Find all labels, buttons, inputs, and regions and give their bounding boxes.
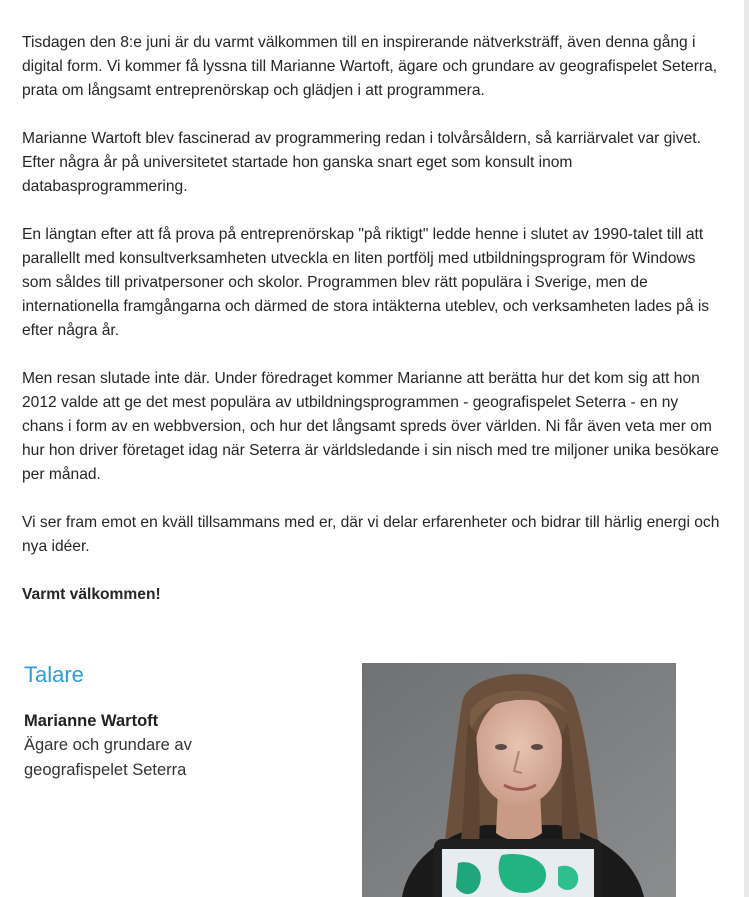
speaker-photo (362, 663, 676, 897)
speaker-section (24, 660, 324, 783)
paragraph-background: Marianne Wartoft blev fascinerad av programmering redan i tolvårsåldern, så karriärvalet var givet. Efter några år på universitetet startade hon ganska snart eget som konsult inom databasprogrammering. (22, 130, 701, 195)
event-description (22, 31, 722, 631)
paragraph-intro: Tisdagen den 8:e juni är du varmt välkommen till en inspirerande nätverksträff, även denna gång i digital form. Vi kommer få lyssna till Marianne Wartoft, ägare och grundare av geografispelet Seterra, prata om långsamt entreprenörskap och glädjen i att programmera. (22, 34, 718, 99)
paragraph-invitation: Vi ser fram emot en kväll tillsammans med er, där vi delar erfarenheter och bidrar till härlig energi och nya idéer. (22, 514, 720, 555)
scrollbar[interactable] (744, 0, 749, 897)
speaker-name: Marianne Wartoft (24, 712, 159, 730)
speaker-heading: Talare (24, 662, 84, 687)
closing-greeting: Varmt välkommen! (22, 586, 161, 603)
paragraph-seterra: Men resan slutade inte där. Under föredraget kommer Marianne att berätta hur det kom sig att hon 2012 valde att ge det mest populära av utbildningsprogrammen - geografispelet Seterra - en ny chans i form av en webbversion, och hur det långsamt spreds över världen. Ni får även veta mer om hur hon driver företaget idag när Seterra är världsledande i sin nisch med tre miljoner unika besökare per månad. (22, 370, 719, 483)
paragraph-entrepreneurship: En längtan efter att få prova på entreprenörskap "på riktigt" ledde henne i slutet av 1990-talet till att parallellt med konsultverksamheten utveckla en liten portfölj med utbildningsprogram för Windows som såldes till privatpersoner och skolor. Programmen blev rätt populära i Sverige, men de internationella framgångarna och därmed de stora intäkterna uteblev, och verksamheten lades på is efter några år. (22, 226, 710, 339)
speaker-role: Ägare och grundare av geografispelet Seterra (24, 736, 192, 779)
